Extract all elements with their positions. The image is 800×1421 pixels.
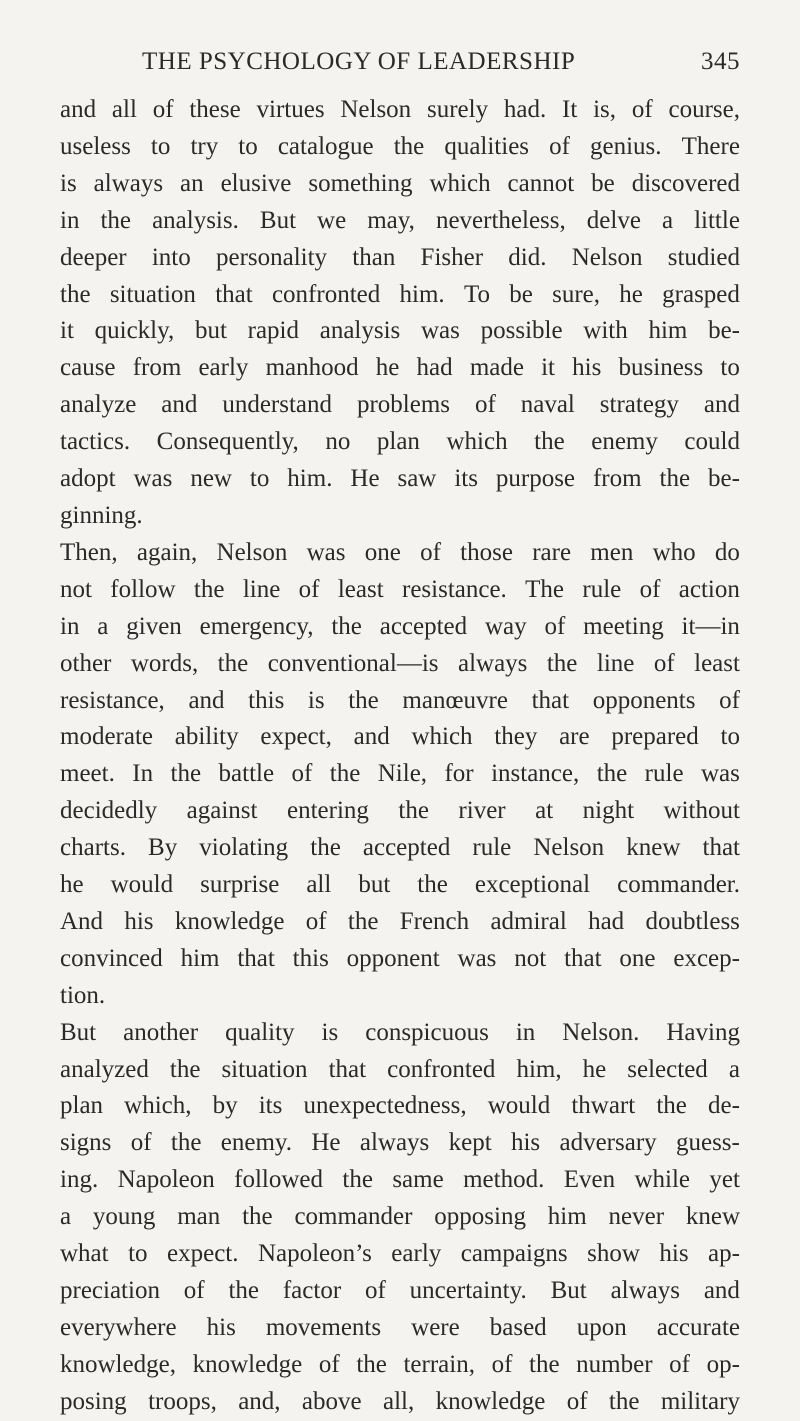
text-line: ing. Napoleon followed the same method. Even while yet [60,1166,740,1194]
text-line: the situation that confronted him. To be sure, he grasped [60,280,740,308]
text-line: not follow the line of least resistance. The rule of action [60,575,740,603]
text-line: useless to try to catalogue the qualities of genius. There [60,132,740,160]
text-line: other words, the conventional—is always the line of least [60,649,740,677]
text-line: knowledge, knowledge of the terrain, of the number of op- [60,1350,740,1378]
text-line: resistance, and this is the manœuvre that opponents of [60,686,740,714]
text-line: deeper into personality than Fisher did. Nelson studied [60,243,740,271]
text-line: what to expect. Napoleon’s early campaigns show his ap- [60,1240,740,1268]
text-line: everywhere his movements were based upon accurate [60,1313,740,1341]
page-number: 345 [701,48,740,75]
text-line: Then, again, Nelson was one of those rare men who do [60,538,740,566]
text-line: tactics. Consequently, no plan which the enemy could [60,428,740,456]
text-line: plan which, by its unexpectedness, would thwart the de- [60,1092,740,1120]
text-line: adopt was new to him. He saw its purpose from the be- [60,465,740,493]
text-line: analyze and understand problems of naval strategy and [60,391,740,419]
text-line: But another quality is conspicuous in Nelson. Having [60,1018,740,1046]
body-text [60,92,740,1421]
text-line: ginning. [60,501,143,529]
book-page [60,48,740,1421]
text-line: analyzed the situation that confronted him, he selected a [60,1055,740,1083]
text-line: preciation of the factor of uncertainty. But always and [60,1277,740,1304]
running-header [60,48,740,92]
text-line: it quickly, but rapid analysis was possible with him be- [60,317,740,345]
text-line: signs of the enemy. He always kept his adversary guess- [60,1129,740,1157]
text-line: in a given emergency, the accepted way of meeting it—in [60,612,740,640]
text-line: decidedly against entering the river at night without [60,797,740,825]
text-line: and all of these virtues Nelson surely had. It is, of course, [60,96,740,123]
text-line: he would surprise all but the exceptional commander. [60,871,740,899]
text-line: meet. In the battle of the Nile, for instance, the rule was [60,760,740,788]
text-line: is always an elusive something which cannot be discovered [60,169,740,197]
running-title: THE PSYCHOLOGY OF LEADERSHIP [142,48,576,75]
text-line: posing troops, and, above all, knowledge of the military [60,1387,740,1415]
text-line: a young man the commander opposing him never knew [60,1203,740,1231]
text-line: And his knowledge of the French admiral had doubtless [60,907,740,935]
text-line: in the analysis. But we may, nevertheless, delve a little [60,206,740,234]
text-line: tion. [60,981,106,1009]
text-line: convinced him that this opponent was not that one excep- [60,944,740,972]
text-line: moderate ability expect, and which they are prepared to [60,723,740,751]
text-line: cause from early manhood he had made it his business to [60,354,740,382]
text-line: charts. By violating the accepted rule Nelson knew that [60,834,740,862]
